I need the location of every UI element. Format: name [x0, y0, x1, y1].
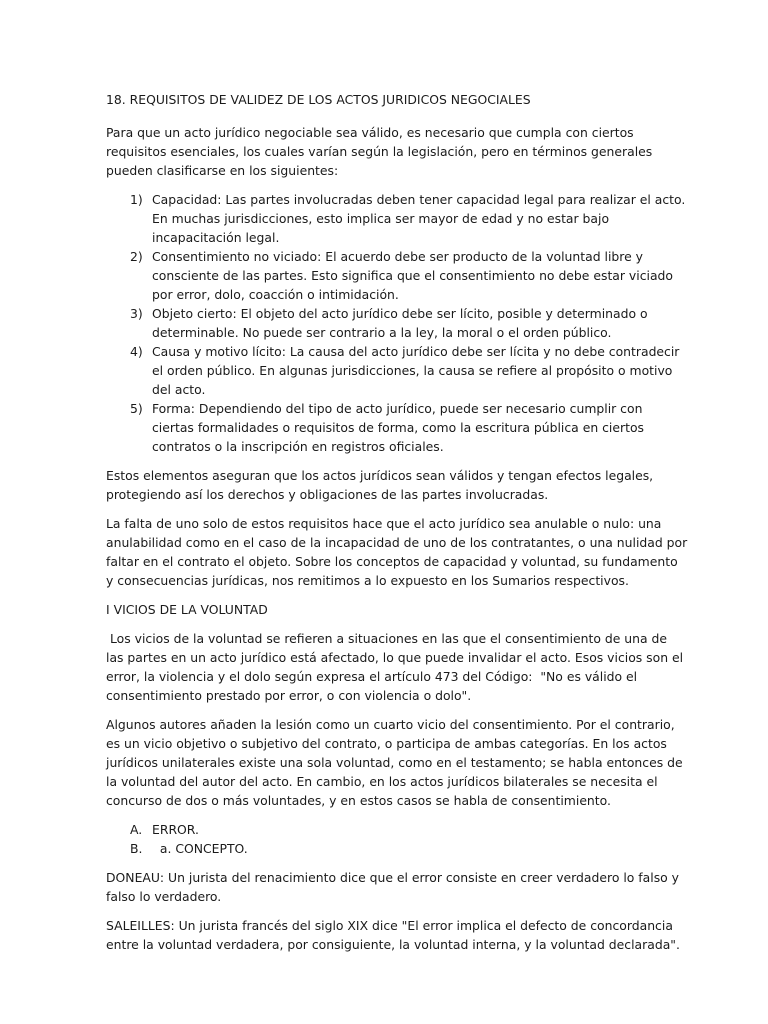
- requisitos-list: [106, 190, 688, 456]
- doneau-paragraph: DONEAU: Un jurista del renacimiento dice que el error consiste en creer verdadero lo falso y falso lo verdadero.: [106, 870, 680, 904]
- list-item: [106, 399, 688, 456]
- list-item: [106, 342, 688, 399]
- intro-paragraph: Para que un acto jurídico negociable sea válido, es necesario que cumpla con ciertos requisitos esenciales, los cuales varían según la legislación, pero en términos generales pueden clasificarse en los siguientes:: [106, 125, 653, 178]
- list-item: [106, 820, 688, 839]
- vicios-paragraph: Los vicios de la voluntad se refieren a situaciones en las que el consentimiento de una de las partes en un acto jurídico está afectado, lo que puede invalidar el acto. Esos vicios son el error, la violencia y el dolo según expresa el artículo 473 del Código: "No es válido el consentimiento prestado por error, o con violencia o dolo".: [106, 631, 688, 703]
- list-number: 2): [130, 249, 143, 264]
- list-letter: A.: [130, 822, 143, 837]
- saleilles-paragraph: SALEILLES: Un jurista francés del siglo XIX dice "El error implica el defecto de concordancia entre la voluntad verdadera, por consiguiente, la voluntad interna, y la voluntad declarada".: [106, 918, 680, 952]
- list-number: 5): [130, 401, 143, 416]
- list-item-text: Objeto cierto: El objeto del acto jurídico debe ser lícito, posible y determinado o determinable. No puede ser contrario a la ley, la moral o el orden público.: [152, 306, 648, 340]
- elementos-paragraph: Estos elementos aseguran que los actos jurídicos sean válidos y tengan efectos legales, protegiendo así los derechos y obligaciones de las partes involucradas.: [106, 468, 654, 502]
- list-item-text: Capacidad: Las partes involucradas deben tener capacidad legal para realizar el acto. En muchas jurisdicciones, esto implica ser mayor de edad y no estar bajo incapacitación legal.: [152, 192, 686, 245]
- list-item-text: Forma: Dependiendo del tipo de acto jurídico, puede ser necesario cumplir con ciertas formalidades o requisitos de forma, como la escritura pública en ciertos contratos o la inscripción en registros oficiales.: [152, 401, 644, 454]
- list-item-text: a. CONCEPTO.: [152, 841, 248, 856]
- list-item: [106, 190, 688, 247]
- list-number: 4): [130, 344, 143, 359]
- falta-paragraph: La falta de uno solo de estos requisitos hace que el acto jurídico sea anulable o nulo: una anulabilidad como en el caso de la incapacidad de uno de los contratantes, o una nulidad por faltar en el contrato el objeto. Sobre los conceptos de capacidad y voluntad, su fundamento y consecuencias jurídicas, nos remitimos a lo expuesto en los Sumarios respectivos.: [106, 516, 688, 588]
- autores-paragraph: Algunos autores añaden la lesión como un cuarto vicio del consentimiento. Por el contrario, es un vicio objetivo o subjetivo del contrato, o participa de ambas categorías. En los actos jurídicos unilaterales existe una sola voluntad, como en el testamento; se habla entonces de la voluntad del autor del acto. En cambio, en los actos jurídicos bilaterales se necesita el concurso de dos o más voluntades, y en estos casos se habla de consentimiento.: [106, 717, 683, 808]
- list-number: 3): [130, 306, 143, 321]
- list-item-text: Causa y motivo lícito: La causa del acto jurídico debe ser lícita y no debe contradecir el orden público. En algunas jurisdicciones, la causa se refiere al propósito o motivo del acto.: [152, 344, 680, 397]
- list-number: 1): [130, 192, 143, 207]
- list-letter: B.: [130, 841, 143, 856]
- letters-list: [106, 820, 688, 858]
- list-item-text: Consentimiento no viciado: El acuerdo debe ser producto de la voluntad libre y consciente de las partes. Esto significa que el consentimiento no debe estar viciado por error, dolo, coacción o intimidación.: [152, 249, 673, 302]
- list-item-text: ERROR.: [152, 822, 199, 837]
- list-item: [106, 839, 688, 858]
- document-title: 18. REQUISITOS DE VALIDEZ DE LOS ACTOS JURIDICOS NEGOCIALES: [106, 92, 531, 107]
- section-heading: I VICIOS DE LA VOLUNTAD: [106, 602, 268, 617]
- list-item: [106, 304, 688, 342]
- list-item: [106, 247, 688, 304]
